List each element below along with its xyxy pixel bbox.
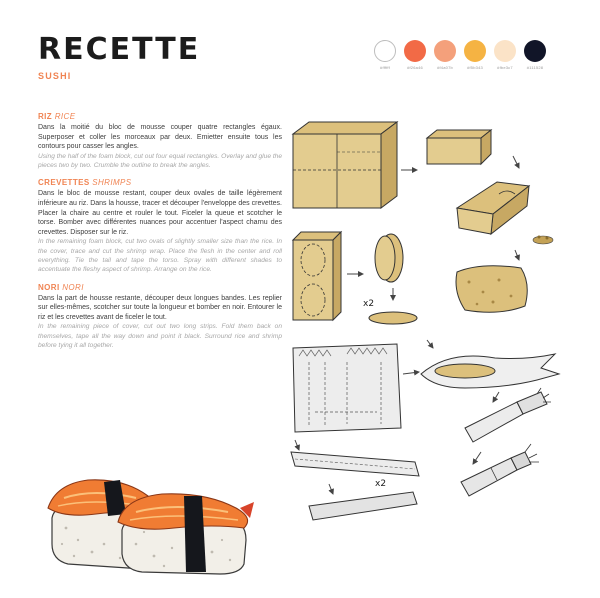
cover-sheet	[293, 344, 401, 432]
arrow-icon	[513, 156, 519, 168]
heading-fr: RIZ	[38, 112, 53, 121]
folded-nori	[309, 492, 417, 520]
arrow-icon	[473, 452, 481, 464]
heading-fr: CREVETTES	[38, 178, 90, 188]
heading-fr: NORI	[38, 282, 60, 292]
multiplier-label: x2	[363, 299, 375, 309]
page-title: RECETTE	[38, 32, 201, 67]
swatch-label: #f26a46	[407, 65, 423, 70]
heading-en: RICE	[54, 112, 76, 121]
arrow-icon	[427, 340, 433, 348]
swatch-label: #fbe3c7	[497, 65, 513, 70]
multiplier-label: x2	[375, 479, 387, 489]
swatch-circle	[374, 40, 396, 62]
text-english: Using the half of the foam block, cut out four equal rectangles. Overlay and glue the pieces two by two. Crumble the outline to break the angles.	[38, 152, 282, 170]
half-block	[427, 130, 491, 164]
oval-piece	[375, 234, 403, 282]
color-swatch	[403, 40, 427, 70]
sushi-right	[118, 494, 254, 574]
swatch-label: #f5b343	[467, 65, 483, 70]
rolled-shrimp	[465, 388, 551, 442]
foam-block	[293, 122, 397, 208]
swatch-circle	[434, 40, 456, 62]
instructions-column	[38, 112, 282, 358]
swatch-circle	[524, 40, 546, 62]
arrow-icon	[493, 392, 499, 402]
step-diagram	[285, 112, 565, 542]
text-french: Dans la part de housse restante, découper deux longues bandes. Les replier sur elles-mêmes, scotcher sur toute la longueur et bomber en noir. Entourer le riz et les crevettes avant de ficeler le tout.	[38, 294, 282, 321]
stacked-block	[457, 182, 553, 244]
swatch-label: #f4a07b	[437, 65, 453, 70]
foam-block-ovals	[293, 232, 341, 320]
tied-shrimp	[461, 444, 539, 496]
shrimp-wrap	[421, 354, 559, 388]
section-heading	[38, 112, 282, 121]
swatch-circle	[404, 40, 426, 62]
rice-block	[456, 266, 527, 313]
color-swatch	[373, 40, 397, 70]
text-french: Dans la moitié du bloc de mousse couper quatre rectangles égaux. Superposer et coller les morceaux par deux. Emietter ensuite tous les contours pour casser les angles.	[38, 124, 282, 151]
section-rice	[38, 112, 282, 170]
section-heading	[38, 178, 282, 187]
arrow-icon	[295, 440, 299, 450]
nori-strip	[291, 452, 419, 476]
swatch-label: #ffffff	[380, 65, 390, 70]
section-nori	[38, 283, 282, 351]
color-swatch	[493, 40, 517, 70]
swatch-circle	[464, 40, 486, 62]
heading-en: SHRIMPS	[92, 178, 132, 188]
color-palette	[373, 40, 545, 76]
color-swatch	[463, 40, 487, 70]
color-swatch	[523, 40, 547, 70]
sushi-illustration	[44, 448, 256, 576]
heading-en: NORI	[62, 282, 84, 292]
swatch-circle	[494, 40, 516, 62]
text-french: Dans le bloc de mousse restant, couper deux ovales de taille légèrement inférieure au riz. Dans la housse, tracer et découper l'enveloppe des crevettes. Placer la chaire au centre et rouler le tout. Ficeler la queue et scotcher le torse. Bomber avec différentes nuances pour accentuer l'aspect charnu des crevettes. Disposer sur le riz.	[38, 190, 282, 236]
page-subtitle: SUSHI	[38, 71, 72, 81]
arrow-icon	[403, 372, 419, 374]
text-english: In the remaining piece of cover, cut out two long strips. Fold them back on themselves, tape all the way down and point it black. Surround rice and shrimp before tying it all together.	[38, 323, 282, 349]
arrow-icon	[329, 484, 333, 494]
swatch-label: #111528	[526, 65, 544, 70]
section-heading	[38, 283, 282, 292]
section-shrimps	[38, 178, 282, 274]
text-english: In the remaining foam block, cut two ovals of slightly smaller size than the rice. In the cover, trace and cut the shrimp wrap. Place the flesh in the center and roll everything. Tie the tail and tape the torso. Spray with different shades to accentuate the fleshy aspect of shrimp. Arrange on the rice.	[38, 238, 282, 274]
flat-oval	[369, 312, 417, 324]
arrow-icon	[515, 250, 519, 260]
color-swatch	[433, 40, 457, 70]
